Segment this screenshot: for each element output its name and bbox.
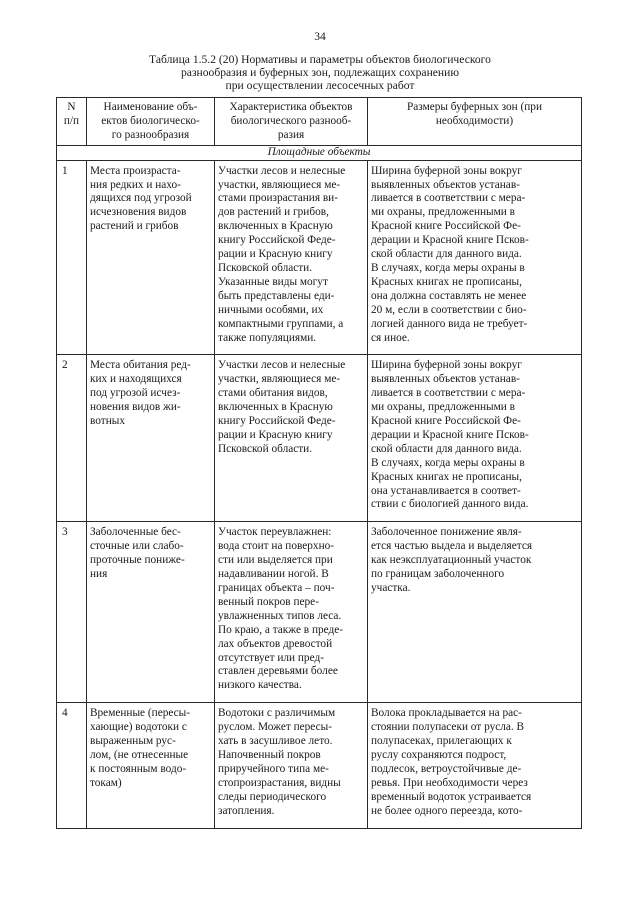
cell-line: ливается в соответствии с мера-	[371, 192, 526, 205]
cell-line: выявленных объектов устанав-	[371, 373, 520, 386]
row-buffer	[368, 522, 582, 703]
cell-line: Псковской области.	[218, 261, 313, 274]
cell-line: к постоянным водо-	[90, 762, 187, 775]
cell-line: ской области для данного вида.	[371, 248, 522, 261]
cell-line: токам)	[90, 776, 122, 789]
row-characteristic	[215, 522, 368, 703]
cell-line: ния редких и нахо-	[90, 178, 181, 191]
cell-line: лах объектов древостой	[218, 637, 333, 650]
header-buffer	[368, 98, 582, 146]
cell-line: отсутствует или пред-	[218, 651, 324, 664]
cell-line: включенных в Красную	[218, 220, 333, 233]
cell-line: ми охраны, предложенными в	[371, 206, 515, 219]
cell-line: рации и Красную книгу	[218, 428, 333, 441]
cell-line: руслом. Может пересы-	[218, 721, 332, 734]
table-row	[57, 160, 582, 355]
section-row	[57, 145, 582, 160]
row-number: 1	[57, 160, 87, 355]
header-line: Характеристика объектов	[229, 101, 353, 113]
caption-line: Таблица 1.5.2 (20) Нормативы и параметры объектов биологического	[149, 53, 491, 66]
cell-line: низкого качества.	[218, 679, 302, 692]
caption-line: разнообразия и буферных зон, подлежащих сохранению	[181, 66, 459, 80]
cell-line: ся иное.	[371, 331, 410, 344]
cell-line: приручейного типа ме-	[218, 762, 329, 775]
cell-line: участки, являющиеся ме-	[218, 178, 341, 191]
row-characteristic	[215, 160, 368, 355]
cell-line: компактными группами, а	[218, 317, 344, 330]
cell-line: ставлен деревьями более	[218, 665, 338, 678]
table-row	[57, 355, 582, 522]
cell-line: под угрозой исчез-	[90, 387, 181, 400]
header-line: разия	[277, 128, 305, 141]
row-name	[87, 160, 215, 355]
row-buffer	[368, 160, 582, 355]
cell-line: ливается в соответствии с мера-	[371, 387, 526, 400]
cell-line: затопления.	[218, 804, 275, 817]
cell-line: также популяциями.	[218, 331, 317, 344]
cell-line: В случаях, когда меры охраны в	[371, 261, 525, 274]
cell-line: выявленных объектов устанав-	[371, 178, 520, 191]
cell-line: ничными особями, их	[218, 303, 324, 316]
cell-line: Временные (пересы-	[90, 707, 191, 720]
table-row	[57, 703, 582, 828]
table-header-row	[57, 98, 582, 146]
cell-line: участки, являющиеся ме-	[218, 373, 341, 386]
cell-line: книгу Российской Феде-	[218, 234, 336, 247]
cell-line: участка.	[371, 582, 411, 594]
cell-line: ния	[90, 568, 108, 581]
cell-line: ревья. При необходимости через	[371, 776, 528, 789]
cell-line: она должна составлять не менее	[371, 289, 527, 302]
cell-line: полупасеках, прилегающих к	[371, 735, 512, 748]
cell-line: ется частью выдела и выделяется	[371, 540, 533, 553]
header-line: п/п	[63, 114, 80, 127]
cell-line: сточные или слабо-	[90, 540, 184, 553]
cell-line: вода стоит на поверхно-	[218, 540, 335, 553]
cell-line: следы периодического	[218, 790, 327, 803]
cell-line: Красных книгах не прописаны,	[371, 275, 522, 288]
caption-line: при осуществлении лесосечных работ	[225, 79, 415, 93]
cell-line: проточные пониже-	[90, 554, 185, 567]
cell-line: Напочвенный покров	[218, 748, 321, 761]
cell-line: Водотоки с различимым	[218, 707, 336, 720]
cell-line: Указанные виды могут	[218, 275, 328, 288]
row-name	[87, 522, 215, 703]
cell-line: границах объекта – поч-	[218, 582, 335, 594]
header-number	[57, 98, 87, 146]
cell-line: дерации и Красной книге Псков-	[371, 428, 529, 441]
table-caption	[60, 53, 580, 93]
cell-line: ствии с биологией данного вида.	[371, 498, 529, 511]
cell-line: выраженным рус-	[90, 735, 176, 748]
cell-line: Заболоченные бес-	[90, 526, 181, 539]
cell-line: По краю, а также в преде-	[218, 623, 344, 636]
header-line: необходимости)	[435, 114, 514, 127]
cell-line: дов растений и грибов,	[218, 206, 329, 219]
header-line: N	[67, 101, 76, 113]
cell-line: надавливании ногой. В	[218, 568, 329, 581]
cell-line: Ширина буферной зоны вокруг	[371, 359, 522, 372]
cell-line: Места обитания ред-	[90, 359, 191, 372]
row-characteristic	[215, 355, 368, 522]
cell-line: увлажненных типов леса.	[218, 609, 342, 622]
cell-line: ми охраны, предложенными в	[371, 401, 515, 414]
cell-line: ких и находящихся	[90, 373, 182, 386]
cell-line: включенных в Красную	[218, 401, 333, 414]
row-name	[87, 703, 215, 828]
row-characteristic	[215, 703, 368, 828]
cell-line: Заболоченное понижение явля-	[371, 526, 522, 539]
cell-line: как неэксплуатационный участок	[371, 554, 532, 567]
cell-line: Ширина буферной зоны вокруг	[371, 164, 522, 177]
cell-line: Псковской области.	[218, 442, 313, 455]
row-name	[87, 355, 215, 522]
cell-line: книгу Российской Феде-	[218, 415, 336, 428]
header-line: Наименование объ-	[103, 101, 198, 113]
cell-line: вотных	[90, 415, 125, 428]
cell-line: дерации и Красной книге Псков-	[371, 234, 529, 247]
header-characteristic	[215, 98, 368, 146]
row-number: 3	[57, 522, 87, 703]
header-line: ектов биологическо-	[101, 114, 200, 127]
cell-line: стами обитания видов,	[218, 387, 328, 400]
row-buffer	[368, 703, 582, 828]
header-line: биологического разнооб-	[230, 114, 352, 127]
cell-line: она устанавливается в соответ-	[371, 484, 521, 497]
cell-line: Волока прокладывается на рас-	[371, 707, 522, 720]
cell-line: Красных книгах не прописаны,	[371, 470, 522, 483]
row-number: 2	[57, 355, 87, 522]
row-number: 4	[57, 703, 87, 828]
cell-line: хать в засушливое лето.	[218, 735, 333, 748]
cell-line: стоянии полупасеки от русла. В	[371, 721, 525, 734]
cell-line: хающие) водотоки с	[90, 721, 187, 734]
cell-line: рации и Красную книгу	[218, 248, 333, 261]
cell-line: исчезновения видов	[90, 206, 187, 219]
page-number: 34	[314, 31, 326, 43]
cell-line: Красной книге Российской Фе-	[371, 415, 521, 428]
cell-line: быть представлены еди-	[218, 289, 335, 302]
cell-line: Места произраста-	[90, 164, 181, 177]
table-row	[57, 522, 582, 703]
section-title: Площадные объекты	[57, 145, 582, 160]
cell-line: Участок переувлажнен:	[218, 526, 332, 539]
cell-line: В случаях, когда меры охраны в	[371, 456, 525, 469]
header-line: го разнообразия	[111, 128, 190, 141]
cell-line: Участки лесов и нелесные	[218, 164, 346, 177]
cell-line: временный водоток устраивается	[371, 790, 532, 803]
row-buffer	[368, 355, 582, 522]
cell-line: логией данного вида не требует-	[371, 317, 528, 330]
cell-line: стопроизрастания, видны	[218, 776, 341, 789]
cell-line: растений и грибов	[90, 220, 179, 233]
cell-line: Красной книге Российской Фе-	[371, 220, 521, 233]
header-line: Размеры буферных зон (при	[406, 101, 543, 113]
cell-line: ской области для данного вида.	[371, 442, 522, 455]
header-name	[87, 98, 215, 146]
cell-line: 20 м, если в соответствии с био-	[371, 303, 527, 316]
cell-line: Участки лесов и нелесные	[218, 359, 346, 372]
cell-line: стами произрастания ви-	[218, 192, 338, 205]
cell-line: венный покров пере-	[218, 595, 319, 608]
cell-line: руслу сохраняются подрост,	[371, 748, 507, 761]
cell-line: по границам заболоченного	[371, 568, 505, 581]
cell-line: сти или выделяется при	[218, 554, 333, 567]
cell-line: новения видов жи-	[90, 401, 181, 414]
cell-line: дящихся под угрозой	[90, 192, 192, 205]
cell-line: не более одного переезда, кото-	[371, 804, 523, 817]
cell-line: лом, (не отнесенные	[90, 748, 189, 761]
biodiversity-table	[56, 97, 582, 829]
cell-line: подлесок, ветроустойчивые де-	[371, 762, 522, 775]
